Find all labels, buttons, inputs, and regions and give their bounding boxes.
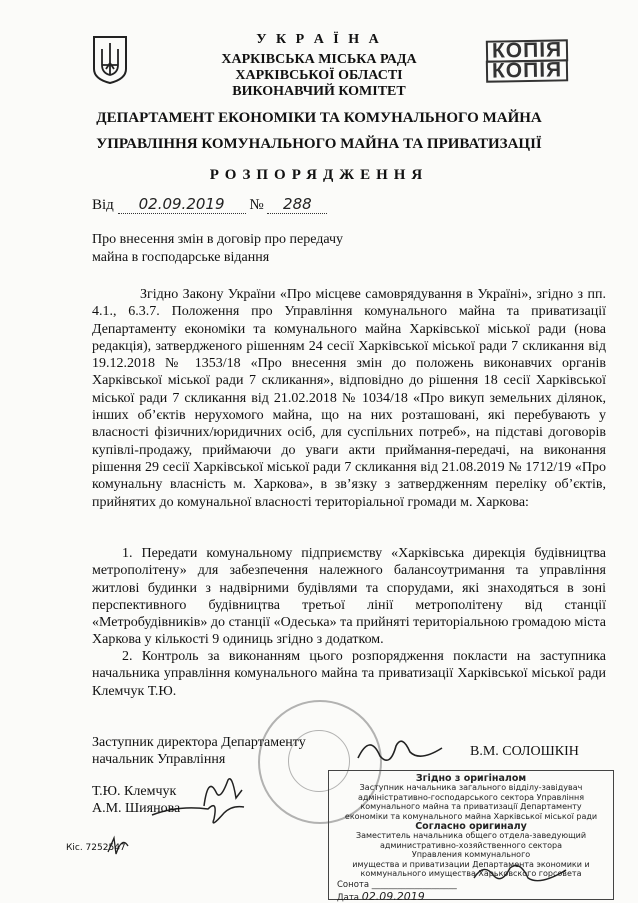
- copy-stamp-line: КОПІЯ: [486, 59, 569, 82]
- stamp-line: имущества и приватизации Департамента экономики и: [352, 859, 590, 869]
- stamp-line: адміністративно-господарського сектора Управління: [357, 792, 585, 802]
- subject-line: майна в господарське відання: [92, 250, 270, 265]
- stamp-line: Заместитель начальника общего отдела-заведующий: [355, 831, 587, 841]
- signatory-position-2: начальник Управління: [92, 752, 226, 767]
- stamp-title: Згідно з оригіналом: [415, 773, 527, 784]
- header-department: ДЕПАРТАМЕНТ ЕКОНОМІКИ ТА КОМУНАЛЬНОГО МАЙНА: [96, 110, 542, 126]
- header-oblast: ХАРКІВСЬКОЇ ОБЛАСТІ: [235, 68, 403, 83]
- signatory-name: В.М. СОЛОШКІН: [470, 744, 579, 759]
- order-date: 02.09.2019: [118, 195, 246, 214]
- header-council: ХАРКІВСЬКА МІСЬКА РАДА: [221, 52, 417, 67]
- subject-line: Про внесення змін в договір про передачу: [92, 232, 344, 247]
- stamp-signature-icon: [470, 858, 570, 886]
- item-2-paragraph: [92, 648, 606, 700]
- preamble-text: Згідно Закону України «Про місцеве самоврядування в Україні», згідно з пп. 4.1., 6.3.7. Положення про Управління комунального майна та приватизації Департаменту економіки та комунального майна Харківської міської ради (нова редакція), затвердженого рішенням 24 сесії Харківської міської ради 7 скликання від 19.12.2018 № 1353/18 «Про внесення змін до положень виконавчих органів Харківської міської ради 7 скликання», відповідно до рішення 18 сесії Харківської міської ради 7 скликання від 21.02.2018 № 1034/18 «Про викуп земельних ділянок, інших об’єктів нерухомого майна, що на них розташовані, які перебувають у власності фізичних/юридичних осіб, для суспільних потреб», на підставі договорів купівлі-продажу, приймаючи до уваги акти приймання-передачі, на виконання рішення 29 сесії Харківської міської ради 7 скликання від 21.08.2019 № 1712/19 «Про комунальну власність м. Харкова», в зв’язку з затвердженням переліку об’єктів, прийнятих до комунальної власності територіальної громади м. Харкова:: [92, 287, 606, 510]
- stamp-date-row: [329, 889, 613, 903]
- copy-stamp: [486, 40, 596, 82]
- copy-stamp-line: КОПІЯ: [486, 39, 569, 62]
- document-title: РОЗПОРЯДЖЕННЯ: [209, 167, 429, 183]
- stamp-line: коммунального имущества Харьковского горсовета: [360, 869, 582, 879]
- stamp-date-label: Дата: [337, 892, 360, 903]
- stamp-line: комунального майна та приватизації Департаменту: [360, 802, 582, 812]
- approver-1: Т.Ю. Клемчук: [92, 784, 177, 799]
- approver-2: А.М. Шиянова: [92, 801, 181, 816]
- header-committee: ВИКОНАВЧИЙ КОМІТЕТ: [232, 84, 406, 99]
- stamp-date-value: 02.09.2019: [361, 889, 425, 903]
- copies-note: Кіс. 7252547: [66, 843, 126, 853]
- stamp-line: Заступник начальника загального відділу-завідувач: [359, 783, 583, 793]
- stamp-line: Управления коммунального: [411, 850, 531, 860]
- date-label: Від: [92, 197, 114, 213]
- number-label: №: [249, 197, 264, 213]
- stamp-title-2: Согласно оригиналу: [415, 821, 527, 833]
- stamp-signature-label: Сонота: [337, 880, 370, 891]
- item-1-paragraph: [92, 545, 606, 649]
- order-number: 288: [267, 195, 327, 214]
- director-signature-icon: [350, 728, 450, 768]
- header-directorate: УПРАВЛІННЯ КОМУНАЛЬНОГО МАЙНА ТА ПРИВАТИЗАЦІЇ: [96, 136, 542, 152]
- preamble-paragraph: [92, 286, 606, 511]
- signatory-position-1: Заступник директора Департаменту: [92, 735, 306, 750]
- header-country: У К Р А Ї Н А: [256, 32, 382, 47]
- item-2-text: 2. Контроль за виконанням цього розпорядження покласти на заступника начальника управління комунального майна та приватизації Харківської міської ради Клемчук Т.Ю.: [92, 649, 606, 699]
- stamp-line: економіки та комунального майна Харківської міської ради: [344, 811, 598, 821]
- order-date-number: [92, 195, 327, 214]
- stamp-line: административно-хозяйственного сектора: [380, 840, 562, 850]
- item-1-text: 1. Передати комунальному підприємству «Харківська дирекція будівництва метрополітену» для забезпечення належного балансоутримання та управління житлові будинки з надвірними будівлями та спорудами, які знаходяться в зоні перспективного будівництва третьої лінії метрополітену від станції «Метробудівників» до станції «Одеська» та прийняті територіальною громадою міста Харкова у кількості 9 одиниць згідно з додатком.: [92, 546, 606, 648]
- stamp-signature-row: Сонота ____________________: [337, 880, 457, 891]
